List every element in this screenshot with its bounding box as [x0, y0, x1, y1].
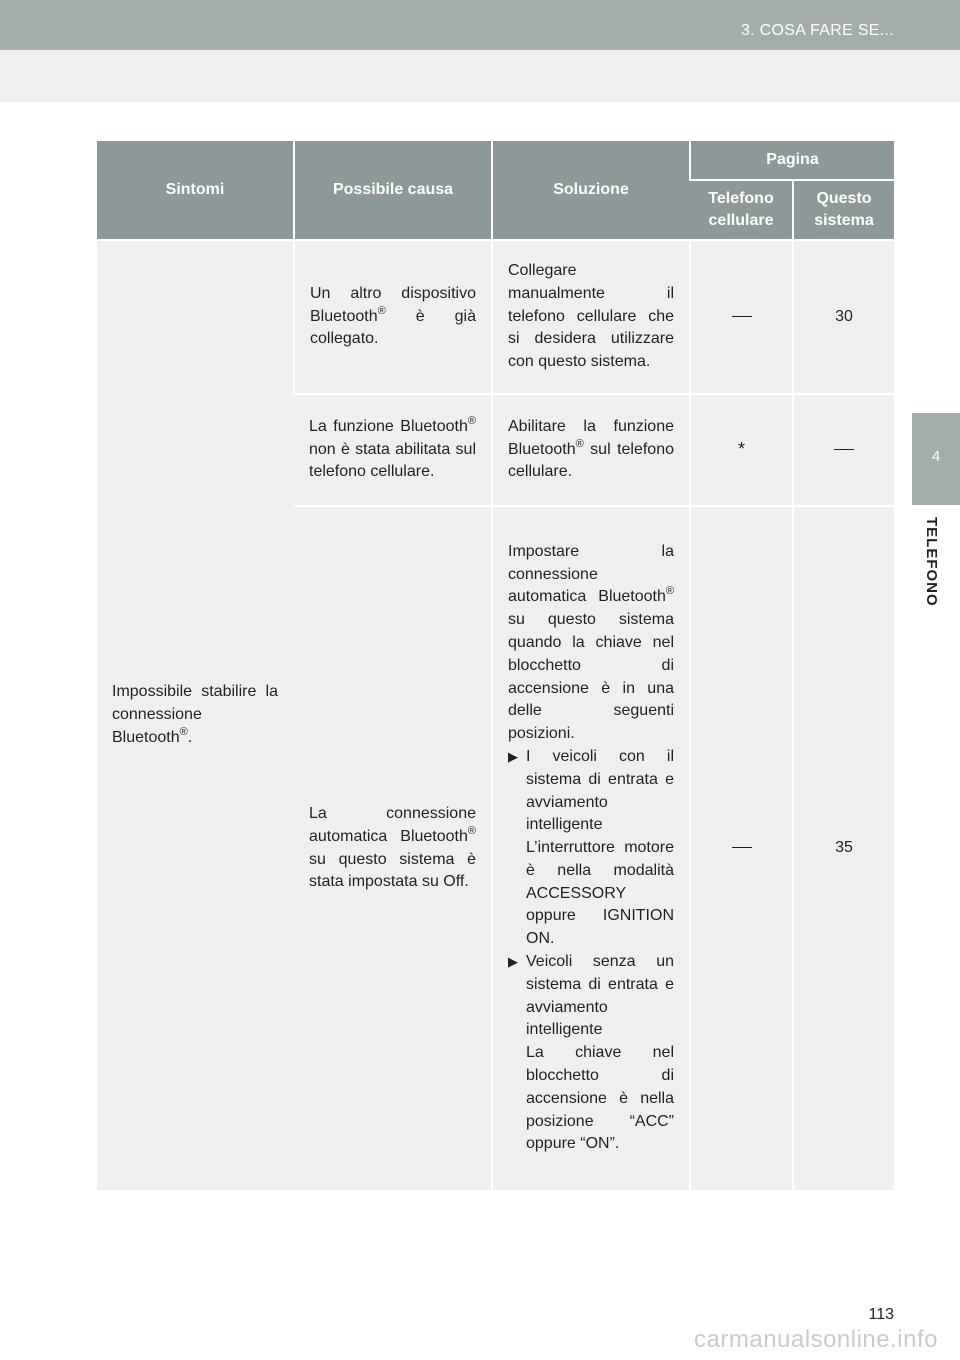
solution-intro: Impostare la connessione automatica Bluetooth® su questo sistema quando la chiave nel blocchetto di accensione è in una delle seguenti posizioni. [508, 542, 674, 743]
system-page-cell [793, 394, 894, 506]
watermark: carmanualsonline.info [694, 1326, 938, 1353]
page-number: 113 [868, 1306, 894, 1323]
solution-cell [492, 506, 690, 1190]
phone-page-cell [690, 394, 793, 506]
bullet-item: ▶ Veicoli senza un sistema di entrata e avviamento intelligente La chiave nel blocchetto di accensione è nella posizione “ACC” oppure “ON”. [508, 951, 674, 1156]
header-solution: Soluzione [492, 141, 690, 240]
cause-cell: Un altro dispositivo Bluetooth® è già collegato. [294, 240, 492, 394]
cause-cell: La funzione Bluetooth® non è stata abilitata sul telefono cellulare. [294, 394, 492, 506]
asterisk-note: * [737, 438, 745, 459]
solution-cell: Collegare manualmente il telefono cellulare che si desidera utilizzare con questo sistema. [492, 240, 690, 394]
phone-page-cell [690, 506, 793, 1190]
bullet-item: ▶ I veicoli con il sistema di entrata e avviamento intelligente L’interruttore motore è nella modalità ACCESSORY oppure IGNITION ON. [508, 746, 674, 951]
not-applicable-dash [732, 847, 752, 848]
troubleshooting-table [97, 141, 894, 1190]
not-applicable-dash [732, 316, 752, 317]
triangle-bullet-icon: ▶ [508, 748, 518, 764]
symptom-cell: Impossibile stabilire la connessione Bluetooth®. [97, 240, 294, 1190]
header-system: Questo sistema [793, 180, 894, 240]
table-row [97, 240, 894, 394]
header-cause: Possibile causa [294, 141, 492, 240]
system-page-cell: 30 [793, 240, 894, 394]
not-applicable-dash [834, 449, 854, 450]
header-symptoms: Sintomi [97, 141, 294, 240]
section-title: 3. COSA FARE SE... [740, 22, 894, 39]
header-subband [0, 50, 960, 102]
solution-cell: Abilitare la funzione Bluetooth® sul telefono cellulare. [492, 394, 690, 506]
chapter-number: 4 [931, 448, 941, 465]
system-page-cell: 35 [793, 506, 894, 1190]
phone-page-cell [690, 240, 793, 394]
header-phone: Telefono cellulare [690, 180, 793, 240]
chapter-label: TELEFONO [923, 517, 940, 607]
header-page: Pagina [690, 141, 894, 180]
cause-cell: La connessione automatica Bluetooth® su questo sistema è stata impostata su Off. [294, 506, 492, 1190]
triangle-bullet-icon: ▶ [508, 954, 518, 970]
